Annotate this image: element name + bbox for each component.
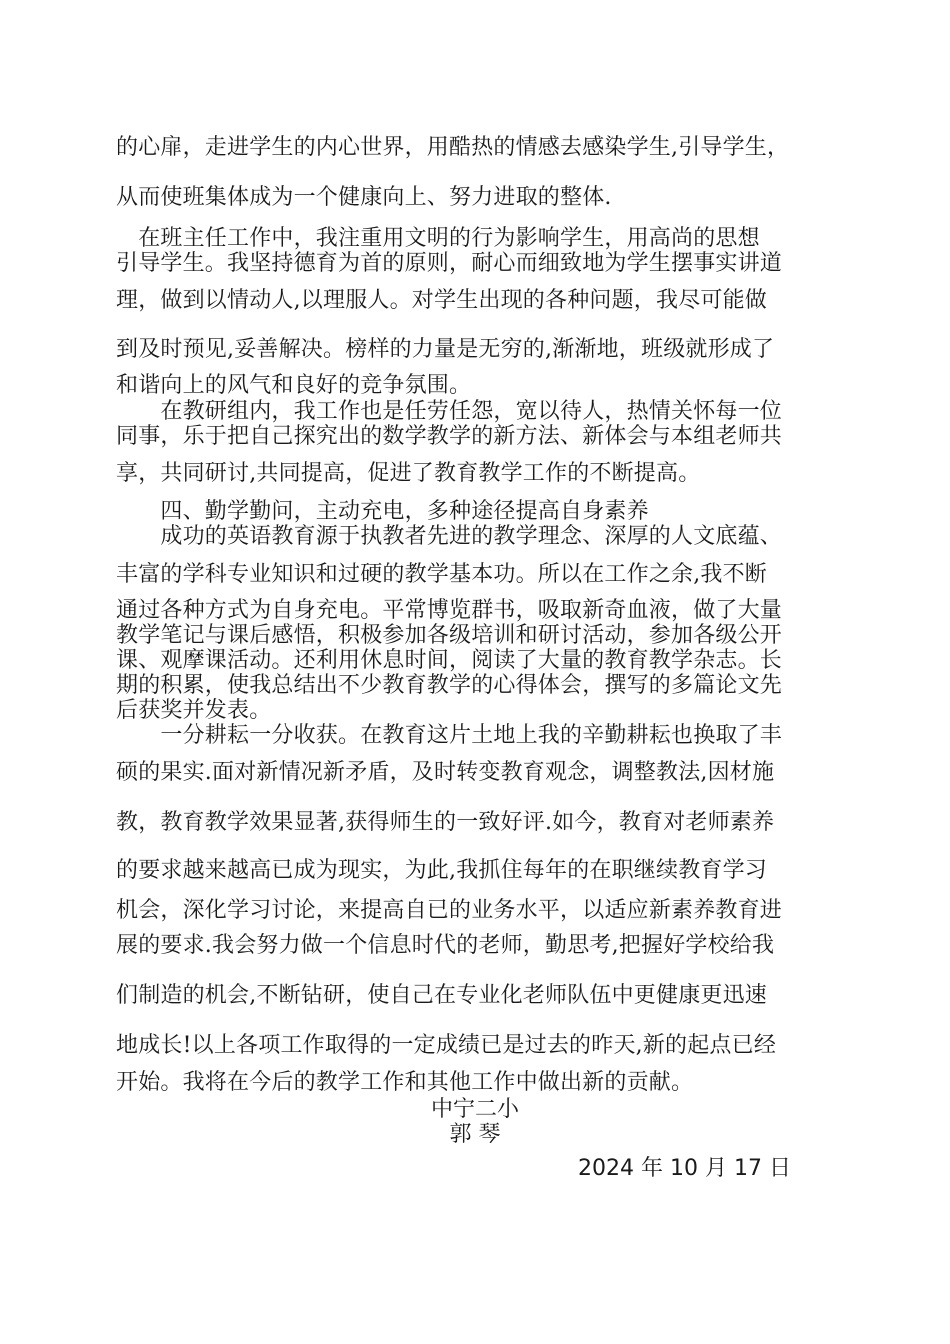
text-line: 硕的果实.面对新情况新矛盾，及时转变教育观念，调整教法,因材施 <box>116 760 775 785</box>
text-line: 们制造的机会,不断钻研，使自己在专业化老师队伍中更健康更迅速 <box>116 983 767 1008</box>
text-line: 和谐向上的风气和良好的竞争氛围。 <box>116 373 472 398</box>
text-line: 开始。我将在今后的教学工作和其他工作中做出新的贡献。 <box>116 1070 694 1095</box>
text-line: 丰富的学科专业知识和过硬的教学基本功。所以在工作之余,我不断 <box>116 562 767 587</box>
text-line: 通过各种方式为自身充电。平常博览群书，吸取新奇血液，做了大量 <box>116 598 783 623</box>
text-line: 课、观摩课活动。还利用休息时间，阅读了大量的教育教学杂志。长 <box>116 648 783 673</box>
text-line: 成功的英语教育源于执教者先进的教学理念、深厚的人文底蕴、 <box>116 524 783 549</box>
text-line: 从而使班集体成为一个健康向上、努力进取的整体. <box>116 185 612 210</box>
text-line: 期的积累，使我总结出不少教育教学的心得体会，撰写的多篇论文先 <box>116 673 783 698</box>
text-line: 机会，深化学习讨论，来提高自已的业务水平，以适应新素养教育进 <box>116 898 783 923</box>
text-line: 的要求越来越高已成为现实，为此,我抓住每年的在职继续教育学习 <box>116 858 767 883</box>
text-line: 在班主任工作中，我注重用文明的行为影响学生，用高尚的思想 <box>116 226 760 251</box>
text-line: 展的要求.我会努力做一个信息时代的老师，勤思考,把握好学校给我 <box>116 933 775 958</box>
text-line: 到及时预见,妥善解决。榜样的力量是无穷的,渐渐地，班级就形成了 <box>116 337 775 362</box>
text-line: 后获奖并发表。 <box>116 698 272 723</box>
text-line: 享，共同研讨,共同提高，促进了教育教学工作的不断提高。 <box>116 461 701 486</box>
text-line: 一分耕耘一分收获。在教育这片土地上我的辛勤耕耘也换取了丰 <box>116 723 783 748</box>
text-line: 引导学生。我坚持德育为首的原则，耐心而细致地为学生摆事实讲道 <box>116 251 783 276</box>
text-line: 教，教育教学效果显著,获得师生的一致好评.如今，教育对老师素养 <box>116 810 775 835</box>
signature-name: 郭 琴 <box>449 1122 501 1147</box>
text-line: 地成长!以上各项工作取得的一定成绩已是过去的昨天,新的起点已经 <box>116 1033 777 1058</box>
text-line: 理，做到以情动人,以理服人。对学生出现的各种问题，我尽可能做 <box>116 288 767 313</box>
text-line: 的心扉，走进学生的内心世界，用酷热的情感去感染学生,引导学生， <box>116 135 790 160</box>
section-heading: 四、勤学勤问，主动充电，多种途径提高自身素养 <box>116 499 649 524</box>
signature-date: 2024 年 10 月 17 日 <box>578 1156 791 1181</box>
text-line: 教学笔记与课后感悟，积极参加各级培训和研讨活动，参加各级公开 <box>116 623 783 648</box>
text-line: 同事，乐于把自己探究出的数学教学的新方法、新体会与本组老师共 <box>116 424 783 449</box>
text-line: 在教研组内，我工作也是任劳任怨，宽以待人，热情关怀每一位 <box>116 399 783 424</box>
signature-school: 中宁二小 <box>430 1097 519 1122</box>
